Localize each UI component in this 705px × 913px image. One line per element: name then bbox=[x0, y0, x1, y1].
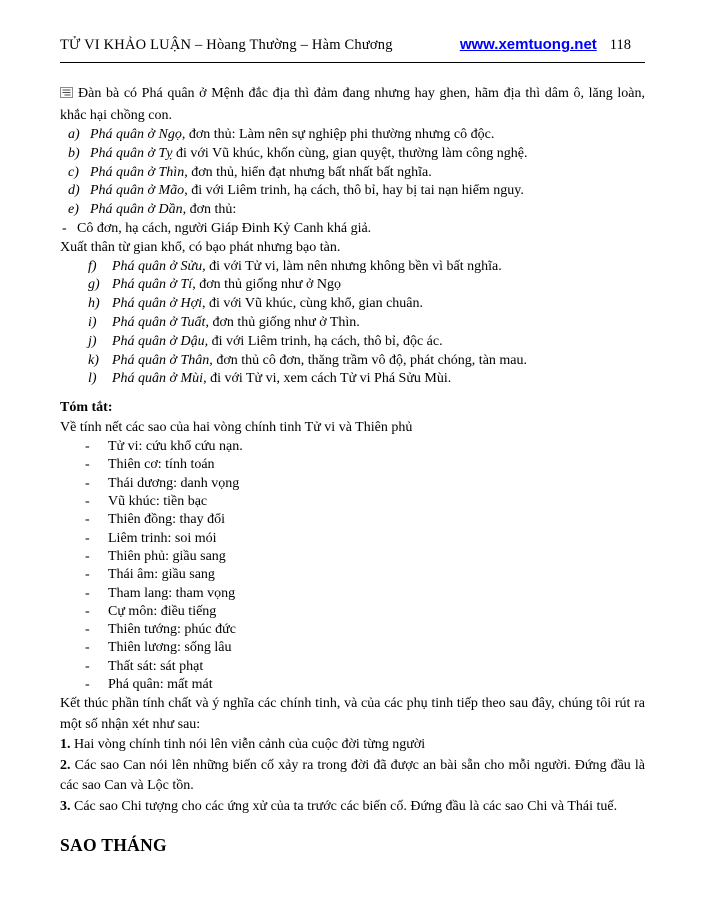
item-rest: , đơn thủ, hiển đạt nhưng bất nhất bất nghĩa. bbox=[184, 164, 432, 180]
lettered-list-a-e bbox=[60, 126, 645, 220]
summary-item bbox=[85, 511, 645, 529]
conclusion-paragraph: Kết thúc phần tính chất và ý nghĩa các chính tinh, và của các phụ tinh tiếp theo sau đây, chúng tôi rút ra một số nhận xét như sau: bbox=[60, 696, 645, 732]
list-item bbox=[88, 333, 645, 352]
summary-item bbox=[85, 493, 645, 511]
item-rest: đi với Liêm trinh, hạ cách, thô bỉ, độc ác. bbox=[208, 333, 443, 349]
summary-item bbox=[85, 475, 645, 493]
conclusion-point bbox=[60, 756, 645, 797]
lettered-list-f-l bbox=[60, 258, 645, 390]
dash-bullet: - bbox=[85, 548, 90, 564]
item-marker: d) bbox=[68, 183, 80, 199]
list-item bbox=[88, 295, 645, 314]
list-item bbox=[68, 164, 645, 183]
item-marker: j) bbox=[88, 333, 97, 349]
item-marker: k) bbox=[88, 352, 99, 368]
list-item bbox=[88, 352, 645, 371]
summary-item-text: Thiên đồng: thay đổi bbox=[108, 512, 226, 528]
item-marker: c) bbox=[68, 164, 79, 180]
item-marker: h) bbox=[88, 296, 100, 312]
conclusion-point bbox=[60, 735, 645, 756]
summary-item-text: Thái dương: danh vọng bbox=[108, 475, 240, 491]
item-rest: , đi với Vũ khúc, cùng khổ, gian chuân. bbox=[202, 296, 423, 312]
list-item bbox=[88, 370, 645, 389]
summary-item-text: Tử vi: cứu khổ cứu nạn. bbox=[108, 439, 243, 455]
dash-bullet: - bbox=[85, 640, 90, 656]
item-marker: a) bbox=[68, 127, 80, 142]
dash-bullet: - bbox=[85, 585, 90, 601]
summary-heading: Tóm tắt: bbox=[60, 400, 113, 416]
dash-note-text: Cô đơn, hạ cách, người Giáp Đinh Kỷ Canh khá giả. bbox=[77, 220, 372, 236]
page-number: 118 bbox=[609, 37, 631, 53]
summary-item bbox=[85, 676, 645, 694]
summary-item bbox=[85, 658, 645, 676]
conclusion-point bbox=[60, 797, 645, 818]
item-lead: Phá quân ở Tuất bbox=[112, 314, 206, 330]
summary-item bbox=[85, 639, 645, 657]
list-item bbox=[88, 276, 645, 295]
item-rest: , đơn thủ: Làm nên sự nghiệp phi thường nhưng cô độc. bbox=[181, 127, 495, 142]
dash-bullet: - bbox=[85, 530, 90, 546]
dash-bullet: - bbox=[85, 677, 90, 693]
section-heading: SAO THÁNG bbox=[60, 835, 167, 856]
summary-item-text: Liêm trinh: soi mói bbox=[108, 530, 217, 546]
dash-bullet: - bbox=[85, 622, 90, 638]
item-lead: Phá quân ở Hợi bbox=[112, 296, 202, 312]
item-rest: đi với Vũ khúc, khốn cùng, gian quyệt, thường làm công nghệ. bbox=[172, 145, 528, 161]
summary-item bbox=[85, 438, 645, 456]
dash-bullet: - bbox=[85, 457, 90, 473]
list-item bbox=[68, 145, 645, 164]
dash-bullet: - bbox=[85, 439, 90, 455]
point-number: 3. bbox=[60, 798, 71, 814]
list-item bbox=[88, 314, 645, 333]
item-marker: b) bbox=[68, 145, 80, 161]
item-lead: Phá quân ở Thìn bbox=[90, 164, 185, 180]
item-lead: Phá quân ở Tỵ bbox=[90, 145, 173, 161]
summary-list bbox=[60, 438, 645, 694]
summary-item-text: Phá quân: mất mát bbox=[108, 677, 213, 693]
summary-item bbox=[85, 566, 645, 584]
item-lead: Phá quân ở Mùi bbox=[112, 371, 204, 387]
summary-intro: Về tính nết các sao của hai vòng chính tinh Tử vi và Thiên phủ bbox=[60, 420, 413, 436]
intro-paragraph bbox=[60, 84, 645, 126]
point-text: Các sao Chi tượng cho các ứng xử của ta trước các biến cố. Đứng đầu là các sao Chi và Thái tuế. bbox=[70, 798, 618, 814]
point-text: Các sao Can nói lên những biến cố xảy ra trong đời đã được an bài sẵn cho mỗi người. Đứng đầu là các sao Can và Lộc tồn. bbox=[60, 757, 645, 794]
dash-bullet: - bbox=[85, 512, 90, 528]
summary-item bbox=[85, 603, 645, 621]
item-lead: Phá quân ở Dần, bbox=[90, 202, 187, 218]
item-rest: đơn thủ: bbox=[186, 202, 237, 218]
list-item bbox=[88, 258, 645, 277]
list-item bbox=[68, 126, 645, 145]
summary-item-text: Thất sát: sát phạt bbox=[108, 658, 204, 674]
item-rest: , đơn thủ giống như ở Ngọ bbox=[192, 277, 341, 293]
item-lead: Phá quân ở Sửu, bbox=[112, 258, 206, 274]
item-rest: , đơn thủ giống như ở Thìn. bbox=[205, 314, 360, 330]
list-item bbox=[68, 182, 645, 201]
summary-item bbox=[85, 456, 645, 474]
item-marker: i) bbox=[88, 314, 97, 330]
item-marker: g) bbox=[88, 277, 100, 293]
plain-note-text: Xuất thân từ gian khổ, có bạo phát nhưng bạo tàn. bbox=[60, 239, 341, 255]
document-body bbox=[60, 84, 645, 856]
item-marker: l) bbox=[88, 371, 97, 387]
item-rest: đi với Tử vi, làm nên nhưng không bền vì bất nghĩa. bbox=[205, 258, 502, 274]
summary-item-text: Thiên cơ: tính toán bbox=[108, 457, 215, 473]
dash-bullet: - bbox=[85, 567, 90, 583]
item-marker: e) bbox=[68, 202, 79, 218]
item-rest: đơn thủ cô đơn, thăng trầm vô độ, phát chóng, tàn mau. bbox=[212, 352, 528, 368]
intro-text: Đàn bà có Phá quân ở Mệnh đắc địa thì đảm đang nhưng hay ghen, hãm địa thì dâm ô, lăng loàn, khắc hại chồng con. bbox=[60, 86, 645, 123]
header-title: TỬ VI KHẢO LUẬN – Hòang Thường – Hàm Chương bbox=[60, 37, 393, 53]
item-lead: Phá quân ở Mão bbox=[90, 183, 185, 199]
point-text: Hai vòng chính tinh nói lên viễn cảnh của cuộc đời từng người bbox=[70, 737, 426, 753]
summary-item bbox=[85, 621, 645, 639]
item-lead: Phá quân ở Tí bbox=[112, 277, 193, 293]
item-lead: Phá quân ở Ngọ bbox=[90, 127, 182, 142]
dash-bullet: - bbox=[62, 220, 67, 236]
summary-item-text: Thiên tướng: phúc đức bbox=[108, 622, 236, 638]
conclusion-points bbox=[60, 735, 645, 817]
summary-item bbox=[85, 585, 645, 603]
dash-bullet: - bbox=[85, 658, 90, 674]
summary-item bbox=[85, 548, 645, 566]
item-marker: f) bbox=[88, 258, 97, 274]
dash-bullet: - bbox=[85, 603, 90, 619]
item-lead: Phá quân ở Thân, bbox=[112, 352, 213, 368]
summary-item bbox=[85, 530, 645, 548]
summary-item-text: Tham lang: tham vọng bbox=[108, 585, 236, 601]
dash-bullet: - bbox=[85, 475, 90, 491]
item-rest: , đi với Tử vi, xem cách Tử vi Phá Sửu Mùi. bbox=[203, 371, 452, 387]
note-icon bbox=[60, 85, 73, 106]
header-right bbox=[460, 36, 645, 54]
item-lead: Phá quân ở Dậu, bbox=[112, 333, 209, 349]
page-header bbox=[60, 36, 645, 63]
summary-item-text: Thiên phủ: giầu sang bbox=[108, 548, 226, 564]
summary-item-text: Thái âm: giầu sang bbox=[108, 567, 215, 583]
item-rest: , đi với Liêm trinh, hạ cách, thô bỉ, hay bị tai nạn hiểm nguy. bbox=[184, 183, 524, 199]
summary-item-text: Thiên lương: sống lâu bbox=[108, 640, 232, 656]
website-link[interactable]: www.xemtuong.net bbox=[459, 36, 597, 53]
dash-bullet: - bbox=[85, 494, 90, 510]
summary-item-text: Vũ khúc: tiền bạc bbox=[108, 494, 208, 510]
summary-item-text: Cự môn: điều tiếng bbox=[108, 603, 217, 619]
point-number: 2. bbox=[60, 757, 71, 773]
list-item bbox=[68, 201, 645, 220]
dash-note bbox=[62, 220, 645, 239]
point-number: 1. bbox=[60, 737, 71, 753]
